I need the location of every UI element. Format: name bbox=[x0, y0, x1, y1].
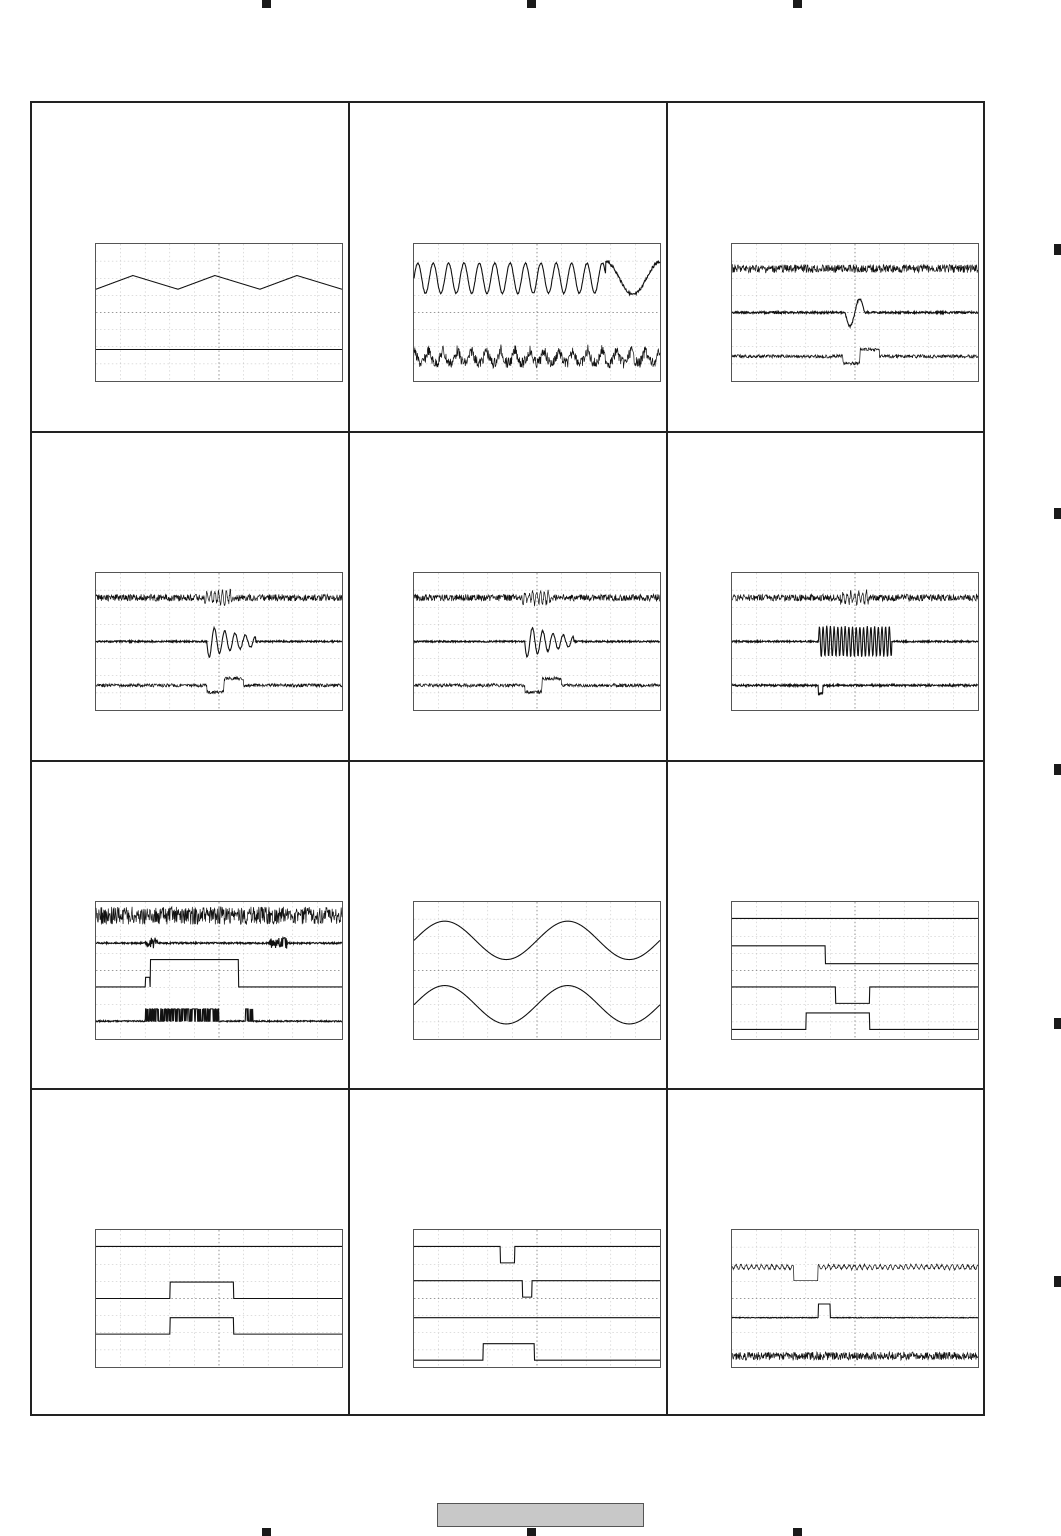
waveform-trace bbox=[732, 626, 978, 657]
page-number-box bbox=[437, 1503, 644, 1527]
oscilloscope-screen bbox=[95, 901, 343, 1040]
oscilloscope-screen bbox=[413, 901, 661, 1040]
waveform-trace bbox=[732, 946, 978, 964]
waveform-trace bbox=[414, 1281, 660, 1297]
oscilloscope-screen bbox=[731, 901, 979, 1040]
waveform-trace bbox=[414, 677, 660, 694]
registration-mark bbox=[1054, 244, 1061, 255]
registration-mark bbox=[262, 1528, 271, 1536]
registration-mark bbox=[793, 1528, 802, 1536]
waveform-cell bbox=[31, 760, 349, 1088]
registration-mark bbox=[1054, 508, 1061, 519]
waveform-cell bbox=[349, 431, 667, 759]
registration-mark bbox=[793, 0, 802, 8]
waveform-trace bbox=[414, 344, 660, 368]
oscilloscope-screen bbox=[413, 1229, 661, 1368]
waveform-cell bbox=[667, 102, 985, 430]
waveform-trace bbox=[732, 348, 978, 365]
waveform-cell bbox=[667, 431, 985, 759]
waveform-trace bbox=[96, 677, 342, 694]
oscilloscope-screen bbox=[731, 243, 979, 382]
oscilloscope-screen bbox=[731, 572, 979, 711]
waveform-cell bbox=[31, 1088, 349, 1416]
oscilloscope-screen bbox=[95, 243, 343, 382]
oscilloscope-screen bbox=[731, 1229, 979, 1368]
waveform-cell bbox=[667, 1088, 985, 1416]
oscilloscope-screen bbox=[95, 1229, 343, 1368]
registration-mark bbox=[527, 0, 536, 8]
registration-mark bbox=[1054, 1018, 1061, 1029]
oscilloscope-screen bbox=[413, 572, 661, 711]
waveform-trace bbox=[96, 1009, 342, 1022]
waveform-trace bbox=[414, 628, 660, 657]
waveform-cell bbox=[349, 102, 667, 430]
waveform-trace bbox=[96, 628, 342, 658]
registration-mark bbox=[1054, 764, 1061, 775]
waveform-cell bbox=[349, 1088, 667, 1416]
waveform-trace bbox=[96, 276, 342, 290]
oscilloscope-screen bbox=[95, 572, 343, 711]
waveform-trace bbox=[96, 938, 342, 949]
waveform-trace bbox=[414, 261, 660, 295]
registration-mark bbox=[262, 0, 271, 8]
waveform-cell bbox=[31, 102, 349, 430]
waveform-cell bbox=[349, 760, 667, 1088]
registration-mark bbox=[1054, 1276, 1061, 1287]
waveform-trace bbox=[414, 1344, 660, 1360]
registration-mark bbox=[527, 1528, 536, 1536]
waveform-cell bbox=[31, 431, 349, 759]
oscilloscope-screen bbox=[413, 243, 661, 382]
waveform-cell bbox=[667, 760, 985, 1088]
